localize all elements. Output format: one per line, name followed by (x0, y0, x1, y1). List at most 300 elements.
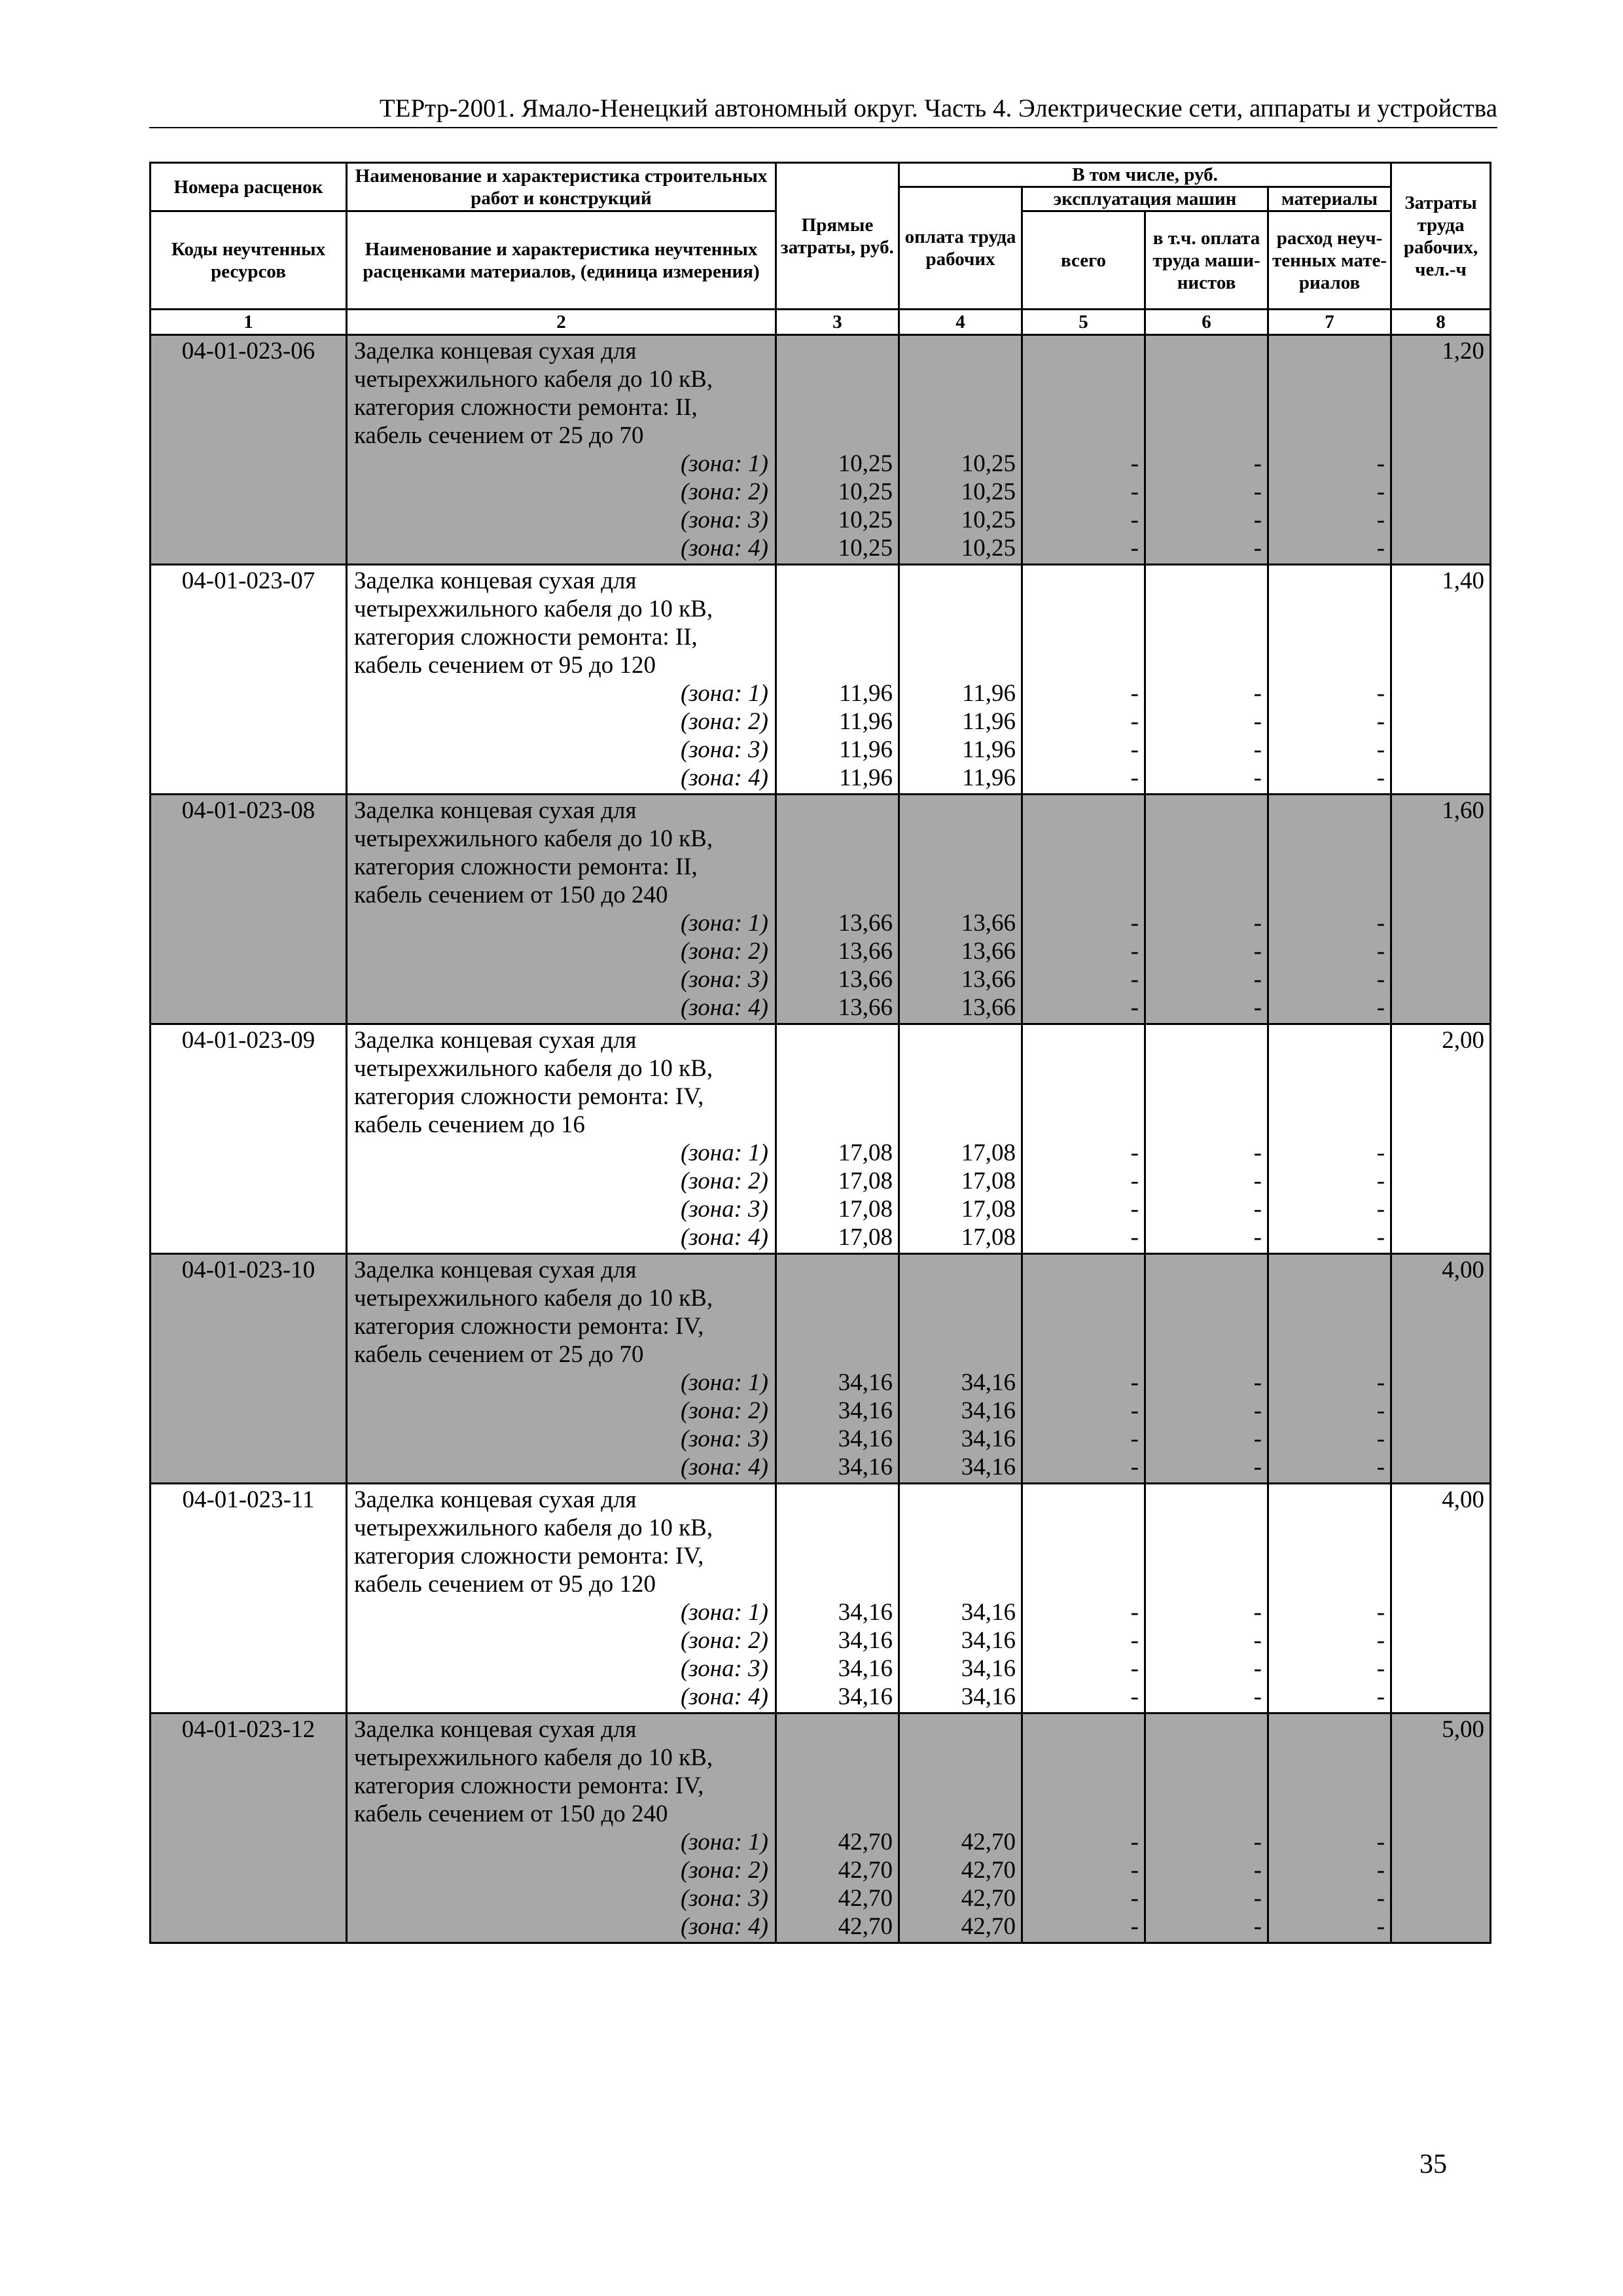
materials-unaccounted-value: - (1376, 1885, 1385, 1912)
direct-cost-value: 34,16 (838, 1426, 893, 1452)
worker-wages-value: 42,70 (961, 1857, 1016, 1884)
worker-wages-value: 17,08 (961, 1224, 1016, 1251)
worker-wages (899, 1024, 1022, 1254)
spacer (1272, 393, 1385, 422)
spacer (779, 651, 893, 679)
zone-label: (зона: 2) (680, 1168, 768, 1194)
machines-total-value: - (1130, 478, 1139, 505)
spacer (779, 1340, 893, 1369)
direct-cost-value: 11,96 (839, 680, 893, 707)
machinist-wages-value: - (1253, 1139, 1262, 1166)
rate-block (151, 1713, 1491, 1943)
machines-total-value: - (1130, 708, 1139, 735)
spacer (902, 595, 1016, 623)
rate-block (151, 1484, 1491, 1713)
spacer (1149, 1772, 1262, 1800)
machines-total-value: - (1130, 994, 1139, 1021)
materials-unaccounted-value: - (1376, 910, 1385, 937)
spacer (1026, 1054, 1139, 1083)
rate-code (151, 335, 347, 565)
spacer (1272, 623, 1385, 651)
spacer (779, 1772, 893, 1800)
spacer (1272, 595, 1385, 623)
rate-description (347, 1254, 776, 1484)
description-line: четырехжильного кабеля до 10 кВ, (354, 1055, 713, 1082)
col-number: 1 (151, 310, 347, 335)
labor-cost-value: 4,00 (1442, 1257, 1485, 1283)
th-materials: материалы (1268, 187, 1391, 211)
spacer (902, 1570, 1016, 1598)
materials-unaccounted-value: - (1376, 938, 1385, 965)
spacer (779, 393, 893, 422)
rate-code-text: 04-01-023-11 (182, 1486, 315, 1513)
machinist-wages (1145, 1254, 1268, 1484)
col-number: 8 (1391, 310, 1491, 335)
rate-block (151, 1254, 1491, 1484)
machinist-wages-value: - (1253, 1196, 1262, 1223)
worker-wages (899, 1254, 1022, 1484)
spacer (902, 1111, 1016, 1139)
materials-unaccounted-value: - (1376, 1627, 1385, 1654)
materials-unaccounted (1268, 1713, 1391, 1943)
machines-total-value: - (1130, 1913, 1139, 1940)
spacer (1026, 1486, 1139, 1514)
description-line: Заделка концевая сухая для (354, 797, 637, 824)
spacer (779, 623, 893, 651)
materials-unaccounted-value: - (1376, 966, 1385, 993)
machines-total-value: - (1130, 1426, 1139, 1452)
spacer (779, 1083, 893, 1111)
spacer (1149, 595, 1262, 623)
materials-unaccounted (1268, 1254, 1391, 1484)
description-line: категория сложности ремонта: IV, (354, 1543, 704, 1570)
materials-unaccounted-value: - (1376, 1829, 1385, 1856)
spacer (779, 825, 893, 853)
machines-total-value: - (1130, 1224, 1139, 1251)
spacer (1026, 1772, 1139, 1800)
worker-wages-value: 11,96 (962, 764, 1016, 791)
machines-total (1022, 565, 1145, 795)
spacer (1272, 1340, 1385, 1369)
col-number: 3 (776, 310, 899, 335)
machines-total-value: - (1130, 535, 1139, 562)
machinist-wages-value: - (1253, 1885, 1262, 1912)
th-materials-unaccounted: расход неуч-тенных мате-риалов (1268, 211, 1391, 310)
zone-label: (зона: 2) (680, 478, 768, 505)
spacer (1149, 1744, 1262, 1772)
spacer (1272, 365, 1385, 393)
spacer (779, 1800, 893, 1828)
direct-cost-value: 11,96 (839, 764, 893, 791)
spacer (1026, 1715, 1139, 1744)
materials-unaccounted-value: - (1376, 1913, 1385, 1940)
machines-total-value: - (1130, 910, 1139, 937)
spacer (902, 825, 1016, 853)
worker-wages-value: 42,70 (961, 1885, 1016, 1912)
machines-total (1022, 795, 1145, 1024)
spacer (902, 1772, 1016, 1800)
materials-unaccounted-value: - (1376, 1397, 1385, 1424)
spacer (1149, 1026, 1262, 1054)
spacer (779, 567, 893, 595)
machinist-wages (1145, 795, 1268, 1024)
spacer (902, 337, 1016, 365)
worker-wages-value: 11,96 (962, 736, 1016, 763)
direct-cost (776, 565, 899, 795)
description-line: категория сложности ремонта: IV, (354, 1083, 704, 1110)
rate-code (151, 1713, 347, 1943)
machines-total-value: - (1130, 938, 1139, 965)
spacer (779, 337, 893, 365)
labor-cost-value: 1,20 (1442, 338, 1485, 365)
rate-block (151, 565, 1491, 795)
spacer (779, 1570, 893, 1598)
worker-wages-value: 13,66 (961, 966, 1016, 993)
worker-wages-value: 34,16 (961, 1655, 1016, 1682)
spacer (1026, 422, 1139, 450)
table-row (151, 1254, 1491, 1484)
zone-label: (зона: 3) (680, 966, 768, 993)
machinist-wages-value: - (1253, 1627, 1262, 1654)
spacer (1026, 1800, 1139, 1828)
spacer (1149, 1514, 1262, 1542)
zone-label: (зона: 2) (680, 1397, 768, 1424)
description-line: кабель сечением от 150 до 240 (354, 1801, 668, 1827)
description-line: категория сложности ремонта: II, (354, 624, 698, 651)
direct-cost-value: 13,66 (838, 938, 893, 965)
spacer (902, 1340, 1016, 1369)
spacer (1026, 1111, 1139, 1139)
spacer (1272, 1256, 1385, 1284)
machinist-wages-value: - (1253, 910, 1262, 937)
spacer (779, 1312, 893, 1340)
spacer (1026, 853, 1139, 881)
materials-unaccounted-value: - (1376, 1655, 1385, 1682)
direct-cost-value: 17,08 (838, 1196, 893, 1223)
spacer (1272, 1772, 1385, 1800)
spacer (779, 797, 893, 825)
machinist-wages-value: - (1253, 507, 1262, 533)
worker-wages-value: 34,16 (961, 1397, 1016, 1424)
th-machines-total: всего (1022, 211, 1145, 310)
description-line: категория сложности ремонта: II, (354, 853, 698, 880)
rate-description (347, 1024, 776, 1254)
spacer (779, 1111, 893, 1139)
spacer (1272, 1744, 1385, 1772)
description-line: четырехжильного кабеля до 10 кВ, (354, 1744, 713, 1771)
zone-label: (зона: 3) (680, 1885, 768, 1912)
worker-wages-value: 34,16 (961, 1599, 1016, 1626)
labor-cost (1391, 795, 1491, 1024)
th-direct-costs: Прямые затраты, руб. (776, 163, 899, 310)
spacer (779, 1256, 893, 1284)
machines-total-value: - (1130, 1655, 1139, 1682)
spacer (1026, 595, 1139, 623)
worker-wages-value: 34,16 (961, 1426, 1016, 1452)
description-line: четырехжильного кабеля до 10 кВ, (354, 825, 713, 852)
zone-label: (зона: 4) (680, 535, 768, 562)
spacer (1149, 853, 1262, 881)
description-line: Заделка концевая сухая для (354, 1027, 637, 1054)
machinist-wages-value: - (1253, 736, 1262, 763)
worker-wages-value: 10,25 (961, 507, 1016, 533)
machinist-wages (1145, 335, 1268, 565)
zone-label: (зона: 1) (680, 1599, 768, 1626)
materials-unaccounted-value: - (1376, 708, 1385, 735)
spacer (1149, 393, 1262, 422)
rate-code-text: 04-01-023-06 (181, 338, 315, 365)
materials-unaccounted-value: - (1376, 1454, 1385, 1480)
machinist-wages-value: - (1253, 994, 1262, 1021)
description-line: кабель сечением от 95 до 120 (354, 652, 656, 679)
spacer (779, 1715, 893, 1744)
spacer (1149, 1083, 1262, 1111)
zone-label: (зона: 1) (680, 680, 768, 707)
spacer (1272, 1083, 1385, 1111)
spacer (1272, 797, 1385, 825)
th-rate-numbers: Номера расценок (151, 163, 347, 211)
spacer (902, 1284, 1016, 1312)
description-line: четырехжильного кабеля до 10 кВ, (354, 1285, 713, 1312)
machines-total-value: - (1130, 764, 1139, 791)
description-line: Заделка концевая сухая для (354, 338, 637, 365)
worker-wages-value: 17,08 (961, 1139, 1016, 1166)
spacer (779, 1542, 893, 1570)
worker-wages-value: 42,70 (961, 1829, 1016, 1856)
machinist-wages-value: - (1253, 1683, 1262, 1710)
spacer (1149, 1800, 1262, 1828)
zone-label: (зона: 1) (680, 1139, 768, 1166)
th-machines-wages: в т.ч. оплата труда маши-нистов (1145, 211, 1268, 310)
direct-cost (776, 1484, 899, 1713)
machines-total-value: - (1130, 680, 1139, 707)
spacer (1026, 393, 1139, 422)
col-number: 6 (1145, 310, 1268, 335)
page-number: 35 (1419, 2149, 1447, 2179)
direct-cost-value: 42,70 (838, 1857, 893, 1884)
materials-unaccounted (1268, 565, 1391, 795)
spacer (1149, 651, 1262, 679)
worker-wages-value: 11,96 (962, 708, 1016, 735)
zone-label: (зона: 2) (680, 1857, 768, 1884)
spacer (902, 1256, 1016, 1284)
machines-total-value: - (1130, 1454, 1139, 1480)
spacer (902, 393, 1016, 422)
materials-unaccounted-value: - (1376, 680, 1385, 707)
spacer (1272, 1284, 1385, 1312)
direct-cost-value: 13,66 (838, 994, 893, 1021)
worker-wages-value: 34,16 (961, 1627, 1016, 1654)
worker-wages (899, 1713, 1022, 1943)
spacer (779, 595, 893, 623)
spacer (1026, 1340, 1139, 1369)
machines-total-value: - (1130, 1885, 1139, 1912)
table-row (151, 1024, 1491, 1254)
spacer (1272, 881, 1385, 909)
spacer (1149, 1570, 1262, 1598)
spacer (1026, 1284, 1139, 1312)
spacer (1149, 1340, 1262, 1369)
spacer (1149, 422, 1262, 450)
spacer (1149, 1111, 1262, 1139)
spacer (1026, 825, 1139, 853)
materials-unaccounted-value: - (1376, 450, 1385, 477)
labor-cost-value: 5,00 (1442, 1716, 1485, 1743)
labor-cost-value: 2,00 (1442, 1027, 1485, 1054)
th-wages: оплата труда рабочих (899, 187, 1022, 310)
direct-cost-value: 10,25 (838, 507, 893, 533)
spacer (902, 651, 1016, 679)
rate-description (347, 565, 776, 795)
spacer (779, 1744, 893, 1772)
spacer (1272, 1312, 1385, 1340)
machines-total-value: - (1130, 450, 1139, 477)
header-rule (149, 127, 1497, 128)
description-line: категория сложности ремонта: IV, (354, 1313, 704, 1340)
direct-cost-value: 11,96 (839, 708, 893, 735)
machines-total-value: - (1130, 1369, 1139, 1396)
description-line: Заделка концевая сухая для (354, 1716, 637, 1743)
column-numbers-row (151, 310, 1491, 335)
zone-label: (зона: 3) (680, 736, 768, 763)
spacer (1272, 1542, 1385, 1570)
table-row (151, 795, 1491, 1024)
spacer (1272, 337, 1385, 365)
rate-code (151, 1024, 347, 1254)
machinist-wages (1145, 1484, 1268, 1713)
worker-wages-value: 10,25 (961, 450, 1016, 477)
rate-block (151, 795, 1491, 1024)
running-header: ТЕРтр-2001. Ямало-Ненецкий автономный округ. Часть 4. Электрические сети, аппараты и устройства (379, 94, 1497, 122)
spacer (1026, 1256, 1139, 1284)
machines-total (1022, 1254, 1145, 1484)
direct-cost (776, 1713, 899, 1943)
machinist-wages-value: - (1253, 966, 1262, 993)
labor-cost (1391, 565, 1491, 795)
machines-total-value: - (1130, 966, 1139, 993)
direct-cost-value: 34,16 (838, 1454, 893, 1480)
spacer (1149, 1715, 1262, 1744)
machines-total (1022, 1484, 1145, 1713)
col-number: 4 (899, 310, 1022, 335)
spacer (1026, 623, 1139, 651)
rate-description (347, 1484, 776, 1713)
spacer (779, 881, 893, 909)
spacer (902, 1083, 1016, 1111)
description-line: кабель сечением от 95 до 120 (354, 1571, 656, 1598)
rates-table (149, 162, 1491, 1944)
machinist-wages (1145, 1713, 1268, 1943)
spacer (1026, 1542, 1139, 1570)
spacer (902, 1744, 1016, 1772)
materials-unaccounted-value: - (1376, 535, 1385, 562)
machinist-wages-value: - (1253, 478, 1262, 505)
worker-wages (899, 795, 1022, 1024)
machinist-wages-value: - (1253, 708, 1262, 735)
labor-cost (1391, 335, 1491, 565)
spacer (1026, 797, 1139, 825)
machinist-wages-value: - (1253, 938, 1262, 965)
worker-wages-value: 34,16 (961, 1683, 1016, 1710)
zone-label: (зона: 2) (680, 708, 768, 735)
rate-description (347, 1713, 776, 1943)
col-number: 7 (1268, 310, 1391, 335)
th-labor: Затраты труда рабочих, чел.-ч (1391, 163, 1491, 310)
zone-label: (зона: 1) (680, 450, 768, 477)
machines-total-value: - (1130, 1683, 1139, 1710)
direct-cost-value: 17,08 (838, 1224, 893, 1251)
labor-cost (1391, 1254, 1491, 1484)
materials-unaccounted-value: - (1376, 1426, 1385, 1452)
direct-cost-value: 34,16 (838, 1397, 893, 1424)
rate-code-text: 04-01-023-10 (181, 1257, 315, 1283)
direct-cost (776, 335, 899, 565)
machines-total-value: - (1130, 736, 1139, 763)
machinist-wages-value: - (1253, 535, 1262, 562)
spacer (1272, 1026, 1385, 1054)
rate-block (151, 335, 1491, 565)
zone-label: (зона: 4) (680, 1454, 768, 1480)
spacer (1149, 881, 1262, 909)
th-name-materials: Наименование и характеристика неучтенных расценками материалов, (единица измерения) (347, 211, 776, 310)
rate-code (151, 795, 347, 1024)
worker-wages-value: 13,66 (961, 910, 1016, 937)
machinist-wages-value: - (1253, 680, 1262, 707)
description-line: кабель сечением до 16 (354, 1111, 585, 1138)
spacer (902, 567, 1016, 595)
spacer (779, 365, 893, 393)
machines-total (1022, 1713, 1145, 1943)
direct-cost-value: 34,16 (838, 1655, 893, 1682)
materials-unaccounted-value: - (1376, 507, 1385, 533)
spacer (1272, 1800, 1385, 1828)
zone-label: (зона: 3) (680, 1196, 768, 1223)
spacer (902, 1312, 1016, 1340)
zone-label: (зона: 4) (680, 764, 768, 791)
worker-wages-value: 10,25 (961, 478, 1016, 505)
spacer (1149, 1256, 1262, 1284)
direct-cost-value: 13,66 (838, 910, 893, 937)
materials-unaccounted-value: - (1376, 1683, 1385, 1710)
worker-wages-value: 13,66 (961, 994, 1016, 1021)
direct-cost-value: 34,16 (838, 1627, 893, 1654)
spacer (1272, 567, 1385, 595)
spacer (1149, 1054, 1262, 1083)
spacer (1272, 1514, 1385, 1542)
direct-cost-value: 42,70 (838, 1913, 893, 1940)
description-line: категория сложности ремонта: II, (354, 394, 698, 421)
spacer (1026, 567, 1139, 595)
materials-unaccounted-value: - (1376, 1196, 1385, 1223)
worker-wages (899, 1484, 1022, 1713)
spacer (1149, 1486, 1262, 1514)
table-head (151, 163, 1491, 335)
worker-wages-value: 42,70 (961, 1913, 1016, 1940)
materials-unaccounted-value: - (1376, 736, 1385, 763)
machinist-wages-value: - (1253, 1168, 1262, 1194)
spacer (1149, 1542, 1262, 1570)
zone-label: (зона: 3) (680, 1426, 768, 1452)
spacer (1149, 365, 1262, 393)
th-machines: эксплуатация машин (1022, 187, 1268, 211)
rate-code-text: 04-01-023-07 (181, 567, 315, 594)
spacer (779, 1284, 893, 1312)
machines-total-value: - (1130, 507, 1139, 533)
worker-wages-value: 13,66 (961, 938, 1016, 965)
materials-unaccounted-value: - (1376, 478, 1385, 505)
description-line: кабель сечением от 150 до 240 (354, 882, 668, 908)
description-line: четырехжильного кабеля до 10 кВ, (354, 596, 713, 622)
